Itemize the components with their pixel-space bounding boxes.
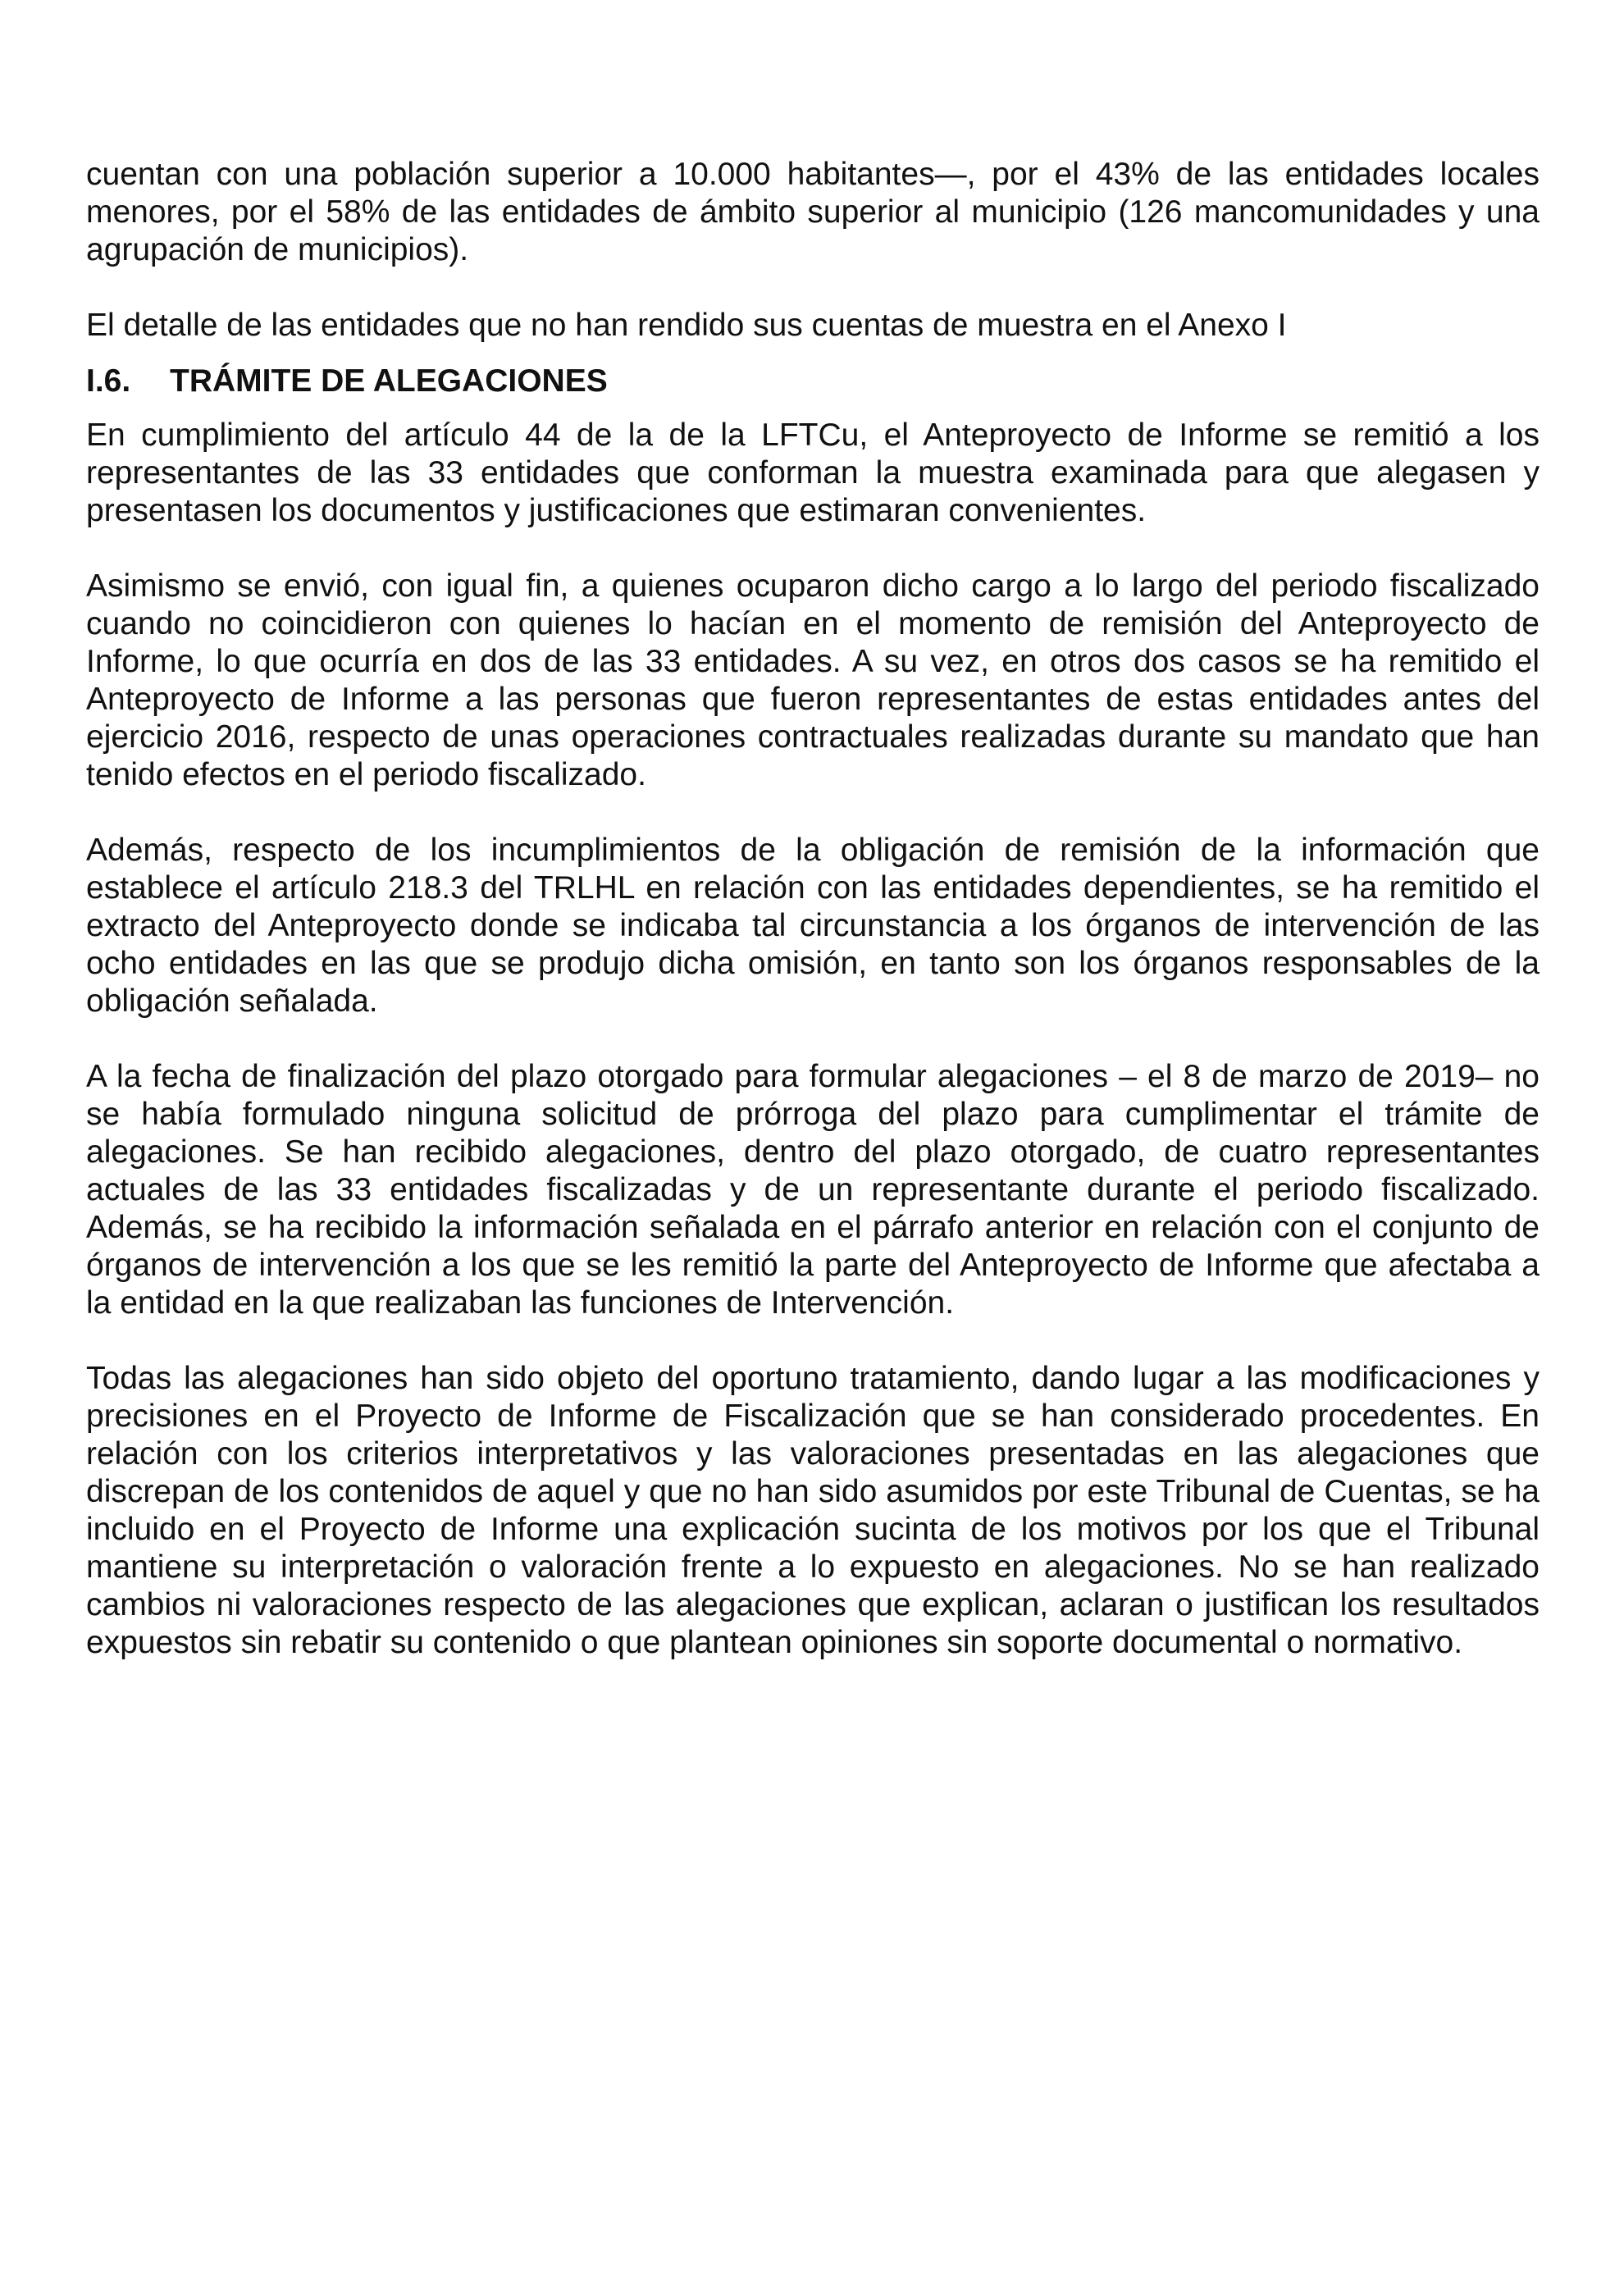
paragraph-detalle-anexo: El detalle de las entidades que no han rendido sus cuentas de muestra en el Anexo I (86, 308, 1287, 343)
section-heading (86, 363, 1540, 400)
paragraph-cumplimiento: En cumplimiento del artículo 44 de la de la LFTCu, el Anteproyecto de Informe se remitió a los representantes de las 33 entidades que conforman la muestra examinada para que alegasen y presentasen los documentos y justificaciones que estimaran convenientes. (86, 418, 1540, 528)
section-number: I.6. (86, 363, 131, 399)
paragraph-ademas: Además, respecto de los incumplimientos de la obligación de remisión de la información que establece el artículo 218.3 del TRLHL en relación con las entidades dependientes, se ha remitido el extracto del Anteproyecto donde se indicaba tal circunstancia a los órganos de intervención de las ocho entidades en las que se produjo dicha omisión, en tanto son los órganos responsables de la obligación señalada. (86, 833, 1540, 1019)
section-title: TRÁMITE DE ALEGACIONES (170, 363, 608, 399)
paragraph-tratamiento-alegaciones: Todas las alegaciones han sido objeto del oportuno tratamiento, dando lugar a las modificaciones y precisiones en el Proyecto de Informe de Fiscalización que se han considerado procedentes. En relación con los criterios interpretativos y las valoraciones presentadas en las alegaciones que discrepan de los contenidos de aquel y que no han sido asumidos por este Tribunal de Cuentas, se ha incluido en el Proyecto de Informe una explicación sucinta de los motivos por los que el Tribunal mantiene su interpretación o valoración frente a lo expuesto en alegaciones. No se han realizado cambios ni valoraciones respecto de las alegaciones que explican, aclaran o justifican los resultados expuestos sin rebatir su contenido o que plantean opiniones sin soporte documental o normativo. (86, 1361, 1540, 1660)
page-content (86, 156, 1540, 1700)
paragraph-fecha-finalizacion: A la fecha de finalización del plazo otorgado para formular alegaciones – el 8 de marzo de 2019– no se había formulado ninguna solicitud de prórroga del plazo para cumplimentar el trámite de alegaciones. Se han recibido alegaciones, dentro del plazo otorgado, de cuatro representantes actuales de las 33 entidades fiscalizadas y de un representante durante el periodo fiscalizado. Además, se ha recibido la información señalada en el párrafo anterior en relación con el conjunto de órganos de intervención a los que se les remitió la parte del Anteproyecto de Informe que afectaba a la entidad en la que realizaban las funciones de Intervención. (86, 1059, 1540, 1321)
paragraph-entidades-no-rendidas: cuentan con una población superior a 10.000 habitantes—, por el 43% de las entidades locales menores, por el 58% de las entidades de ámbito superior al municipio (126 mancomunidades y una agrupación de municipios). (86, 157, 1540, 267)
paragraph-asimismo: Asimismo se envió, con igual fin, a quienes ocuparon dicho cargo a lo largo del periodo fiscalizado cuando no coincidieron con quienes lo hacían en el momento de remisión del Anteproyecto de Informe, lo que ocurría en dos de las 33 entidades. A su vez, en otros dos casos se ha remitido el Anteproyecto de Informe a las personas que fueron representantes de estas entidades antes del ejercicio 2016, respecto de unas operaciones contractuales realizadas durante su mandato que han tenido efectos en el periodo fiscalizado. (86, 568, 1540, 792)
